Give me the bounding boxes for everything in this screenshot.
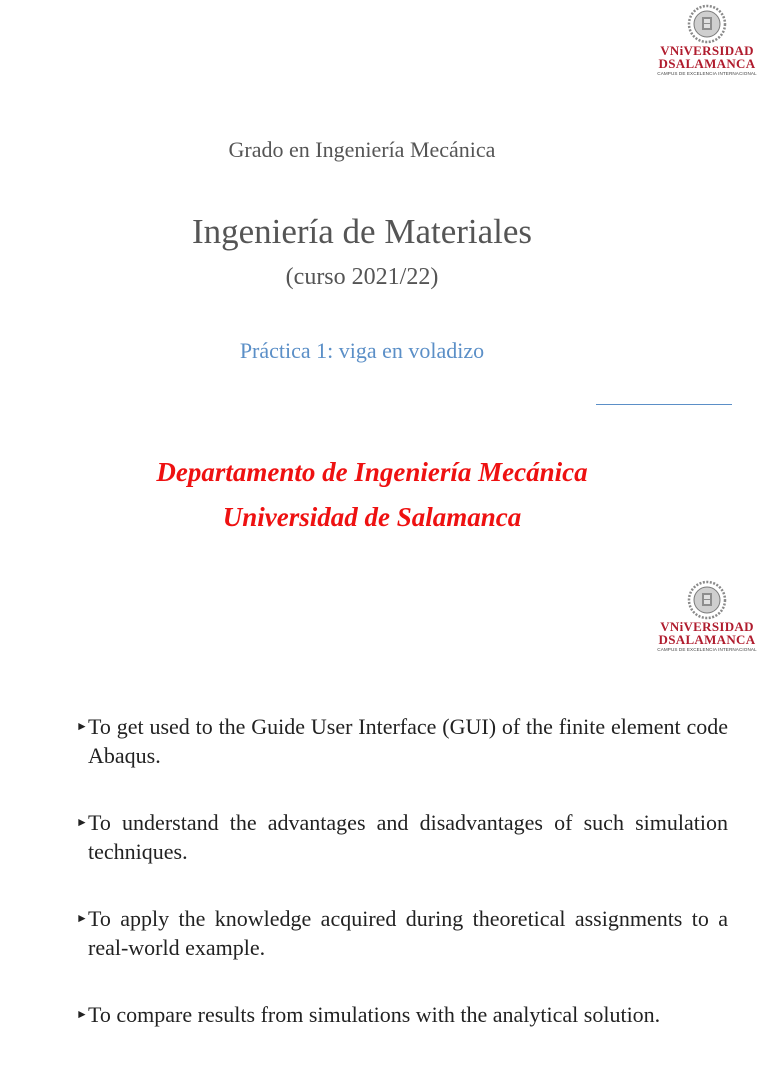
- practice-title: Práctica 1: viga en voladizo: [239, 338, 485, 363]
- university-seal-icon: [686, 4, 728, 44]
- logo-line-1: VNiVERSIDAD: [660, 619, 754, 634]
- logo-tagline: CAMPUS DE EXCELENCIA INTERNACIONAL: [657, 647, 757, 652]
- objectives-list: [76, 712, 728, 1067]
- department-name: Departamento de Ingeniería Mecánica: [156, 457, 588, 487]
- list-item-text: To compare results from simulations with the analytical solution.: [88, 1002, 661, 1027]
- bullet-arrow-icon: ►: [76, 815, 88, 829]
- university-logo: [652, 4, 762, 76]
- logo-line-2: DSALAMANCA: [658, 56, 756, 71]
- university-seal-icon: [686, 580, 728, 620]
- objectives-slide: [0, 560, 768, 1027]
- list-item-text: To understand the advantages and disadvantages of such simulation techniques.: [88, 810, 728, 864]
- list-item: [76, 808, 728, 866]
- list-item-text: To apply the knowledge acquired during theoretical assignments to a real-world example.: [88, 906, 728, 960]
- logo-tagline: CAMPUS DE EXCELENCIA INTERNACIONAL: [657, 71, 757, 76]
- list-item: [76, 1000, 728, 1029]
- academic-year: (curso 2021/22): [285, 264, 439, 290]
- list-item: [76, 712, 728, 770]
- list-item-text: To get used to the Guide User Interface (GUI) of the finite element code Abaqus.: [88, 714, 728, 768]
- logo-line-2: DSALAMANCA: [658, 632, 756, 647]
- university-name: Universidad de Salamanca: [222, 502, 522, 532]
- bullet-arrow-icon: ►: [76, 911, 88, 925]
- logo-line-1: VNiVERSIDAD: [660, 43, 754, 58]
- university-logo: [652, 580, 762, 652]
- list-item: [76, 904, 728, 962]
- course-title: Ingeniería de Materiales: [191, 212, 533, 251]
- bullet-arrow-icon: ►: [76, 1007, 88, 1021]
- degree-title: Grado en Ingeniería Mecánica: [228, 137, 496, 162]
- divider-line: [596, 404, 732, 405]
- bullet-arrow-icon: ►: [76, 719, 88, 733]
